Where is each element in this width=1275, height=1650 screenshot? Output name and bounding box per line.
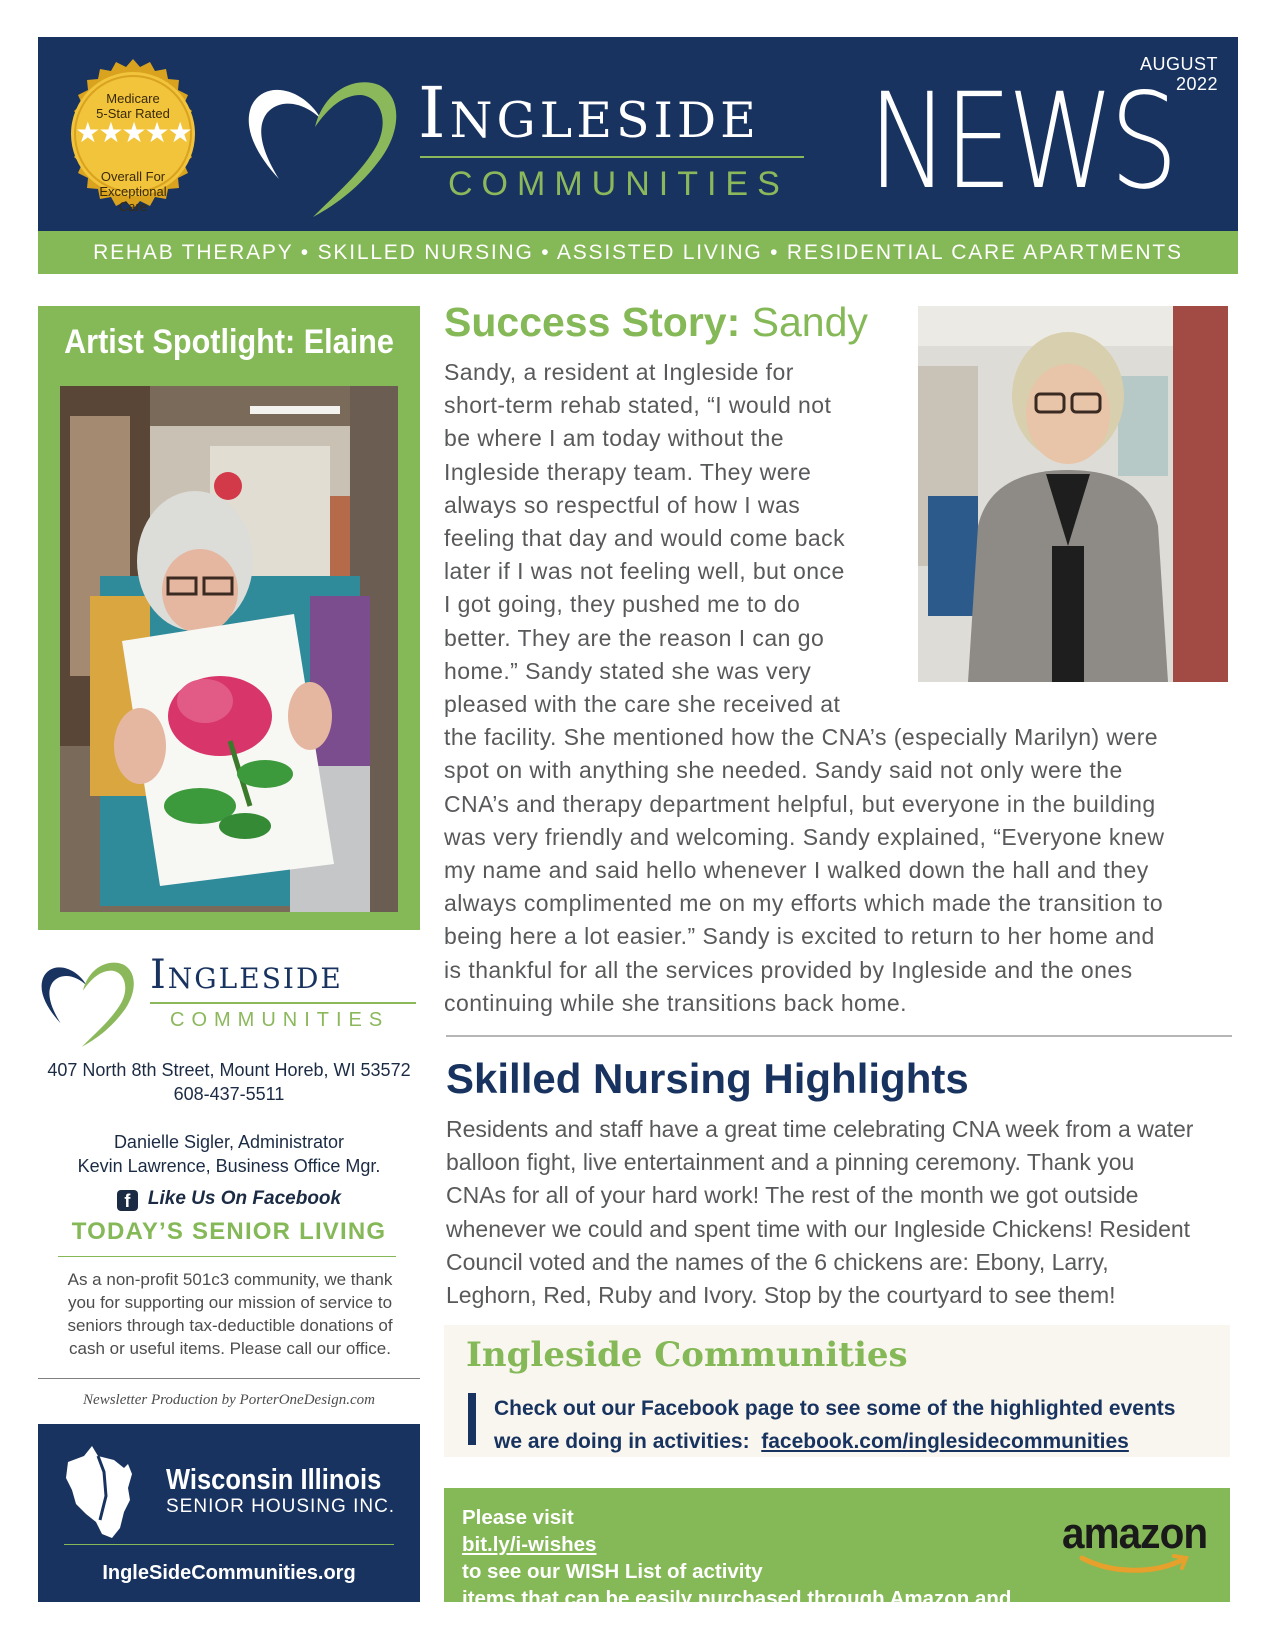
nonprofit-line: seniors through tax-deductible donations of — [67, 1316, 393, 1335]
sidebar-brand-divider — [150, 1002, 416, 1004]
masthead — [38, 37, 1238, 231]
artist-photo — [60, 386, 398, 912]
wish-line-1-suffix: to see our WISH List of activity — [462, 1560, 763, 1583]
amazon-smile-icon — [1078, 1554, 1198, 1578]
artist-painting-photo — [60, 386, 398, 912]
callout-line-1: Check out our Facebook page to see some of the highlighted events — [494, 1397, 1176, 1420]
badge-line-care: Care — [118, 199, 148, 214]
story-line: the facility. She mentioned how the CNA’s (especially Marilyn) were — [444, 724, 1159, 751]
wish-list-link[interactable]: bit.ly/i-wishes — [462, 1533, 597, 1556]
success-story-label: Success Story: — [444, 299, 741, 345]
story-line: I got going, they pushed me to do — [444, 591, 801, 618]
nonprofit-line: cash or useful items. Please call our office. — [69, 1339, 391, 1358]
story-line: pleased with the care she received at — [444, 691, 841, 718]
header-wordmark — [418, 72, 858, 204]
administrator: Danielle Sigler, Administrator — [113, 1132, 345, 1152]
success-story-body — [444, 356, 1234, 1020]
story-line: always complimented me on my efforts which made the transition to — [444, 890, 1164, 917]
success-story-name: Sandy — [751, 299, 868, 345]
sidebar-heart-icon — [38, 950, 138, 1050]
nursing-line: Leghorn, Red, Ruby and Ivory. Stop by the courtyard to see them! — [446, 1282, 1116, 1309]
story-line: later if I was not feeling well, but once — [444, 558, 845, 585]
nursing-line: balloon fight, live entertainment and a pinning ceremony. Thank you — [446, 1149, 1135, 1176]
sidebar-logo — [38, 950, 418, 1050]
badge-bottom-text — [56, 169, 210, 214]
brand-divider — [420, 156, 804, 158]
skilled-nursing-body — [446, 1113, 1236, 1312]
artist-spotlight-title: Artist Spotlight: Elaine — [64, 323, 394, 361]
story-line: better. They are the reason I can go — [444, 624, 825, 651]
wish-line-3: sent directly to us for the benefit of our residents. — [462, 1614, 947, 1637]
production-credit: Newsletter Production by PorterOneDesign.com — [83, 1392, 375, 1408]
wish-line-2: items that can be easily purchased through Amazon and — [462, 1587, 1012, 1610]
issue-year: 2022 — [1175, 74, 1218, 94]
story-line: always so respectful of how I was — [444, 491, 801, 518]
heart-logo-icon — [243, 67, 403, 217]
story-line: continuing while she transitions back home. — [444, 989, 907, 1016]
badge-line-exceptional: Exceptional — [99, 184, 167, 199]
facebook-callout-title: Ingleside Communities — [466, 1335, 908, 1375]
nursing-line: Council voted and the names of the 6 chickens are: Ebony, Larry, — [446, 1248, 1109, 1275]
services-band: REHAB THERAPY • SKILLED NURSING • ASSISTED LIVING • RESIDENTIAL CARE APARTMENTS — [38, 231, 1238, 274]
phone-number[interactable]: 608-437-5511 — [173, 1084, 285, 1104]
nonprofit-line: you for supporting our mission of service to — [67, 1293, 393, 1312]
sidebar-brand-name: Ingleside — [150, 952, 343, 998]
wish-list-text — [462, 1504, 1047, 1639]
tagline: TODAY’S SENIOR LIVING — [71, 1218, 387, 1245]
brand-name: Ingleside — [418, 72, 760, 154]
sidebar-wordmark — [150, 950, 416, 1032]
story-line: be where I am today without the — [444, 425, 784, 452]
org-name: Wisconsin Illinois — [166, 1464, 382, 1496]
tagline-divider — [58, 1256, 396, 1257]
story-line: being here a lot easier.” Sandy is excited to return to her home and — [444, 923, 1155, 950]
wish-line-1 — [462, 1504, 1047, 1585]
callout-accent-bar — [468, 1393, 476, 1445]
badge-line-overall: Overall For — [100, 169, 166, 184]
facebook-callout — [444, 1325, 1230, 1457]
callout-line-2: we are doing in activities: — [494, 1430, 750, 1453]
story-line: spot on with anything she needed. Sandy said not only were the — [444, 757, 1123, 784]
news-title: NEWS — [868, 65, 1174, 219]
facebook-link[interactable] — [38, 1186, 420, 1212]
amazon-logo — [1062, 1510, 1212, 1580]
wish-prefix: Please visit — [462, 1506, 574, 1529]
nursing-line: CNAs for all of your hard work! The rest of the month we got outside — [446, 1182, 1139, 1209]
badge-stars: ★★★★★ — [75, 117, 191, 148]
address: 407 North 8th Street, Mount Horeb, WI 53572 — [47, 1060, 411, 1080]
website-link[interactable]: IngleSideCommunities.org — [102, 1562, 356, 1584]
story-line: feeling that day and would come back — [444, 525, 846, 552]
story-line: is thankful for all the services provided by Ingleside and the ones — [444, 956, 1133, 983]
story-line: my name and said hello whenever I walked down the hall and they — [444, 857, 1149, 884]
medicare-badge — [56, 57, 210, 214]
story-line: was very friendly and welcoming. Sandy explained, “Everyone knew — [444, 823, 1165, 850]
facebook-callout-text — [494, 1392, 1175, 1458]
success-story-title — [444, 298, 868, 346]
story-line: short-term rehab stated, “I would not — [444, 392, 832, 419]
story-line: CNA’s and therapy department helpful, but everyone in the building — [444, 790, 1156, 817]
story-line: Ingleside therapy team. They were — [444, 458, 812, 485]
nonprofit-line: As a non-profit 501c3 community, we thank — [67, 1270, 393, 1289]
org-footer — [38, 1424, 420, 1602]
facebook-label: Like Us On Facebook — [147, 1188, 342, 1209]
issue-date — [1140, 54, 1218, 94]
brand-subtitle: COMMUNITIES — [448, 165, 789, 203]
amazon-wordmark: amazon — [1062, 1509, 1208, 1558]
sidebar-brand-subtitle: COMMUNITIES — [170, 1009, 390, 1031]
issue-month: AUGUST — [1139, 54, 1218, 74]
section-divider — [446, 1035, 1232, 1037]
facebook-icon: f — [117, 1190, 138, 1211]
wish-list-box — [444, 1488, 1230, 1637]
story-line: Sandy, a resident at Ingleside for — [444, 359, 794, 385]
nursing-line: Residents and staff have a great time celebrating CNA week from a water — [446, 1116, 1194, 1142]
artist-spotlight-panel — [38, 306, 420, 930]
story-line: home.” Sandy stated she was very — [444, 657, 812, 684]
footer-divider — [64, 1544, 394, 1545]
facebook-page-link[interactable]: facebook.com/inglesidecommunities — [761, 1430, 1129, 1453]
badge-line-medicare: Medicare — [106, 91, 160, 106]
org-subtitle: SENIOR HOUSING INC. — [166, 1496, 396, 1517]
skilled-nursing-title: Skilled Nursing Highlights — [446, 1055, 969, 1102]
credit-divider — [38, 1378, 420, 1379]
badge-line-rating: 5-Star Rated — [96, 106, 170, 121]
nursing-line: whenever we could and spent time with our Ingleside Chickens! Resident — [446, 1215, 1191, 1242]
business-manager: Kevin Lawrence, Business Office Mgr. — [77, 1156, 381, 1176]
wisconsin-illinois-map-icon — [62, 1442, 162, 1542]
nonprofit-notice — [60, 1268, 400, 1360]
